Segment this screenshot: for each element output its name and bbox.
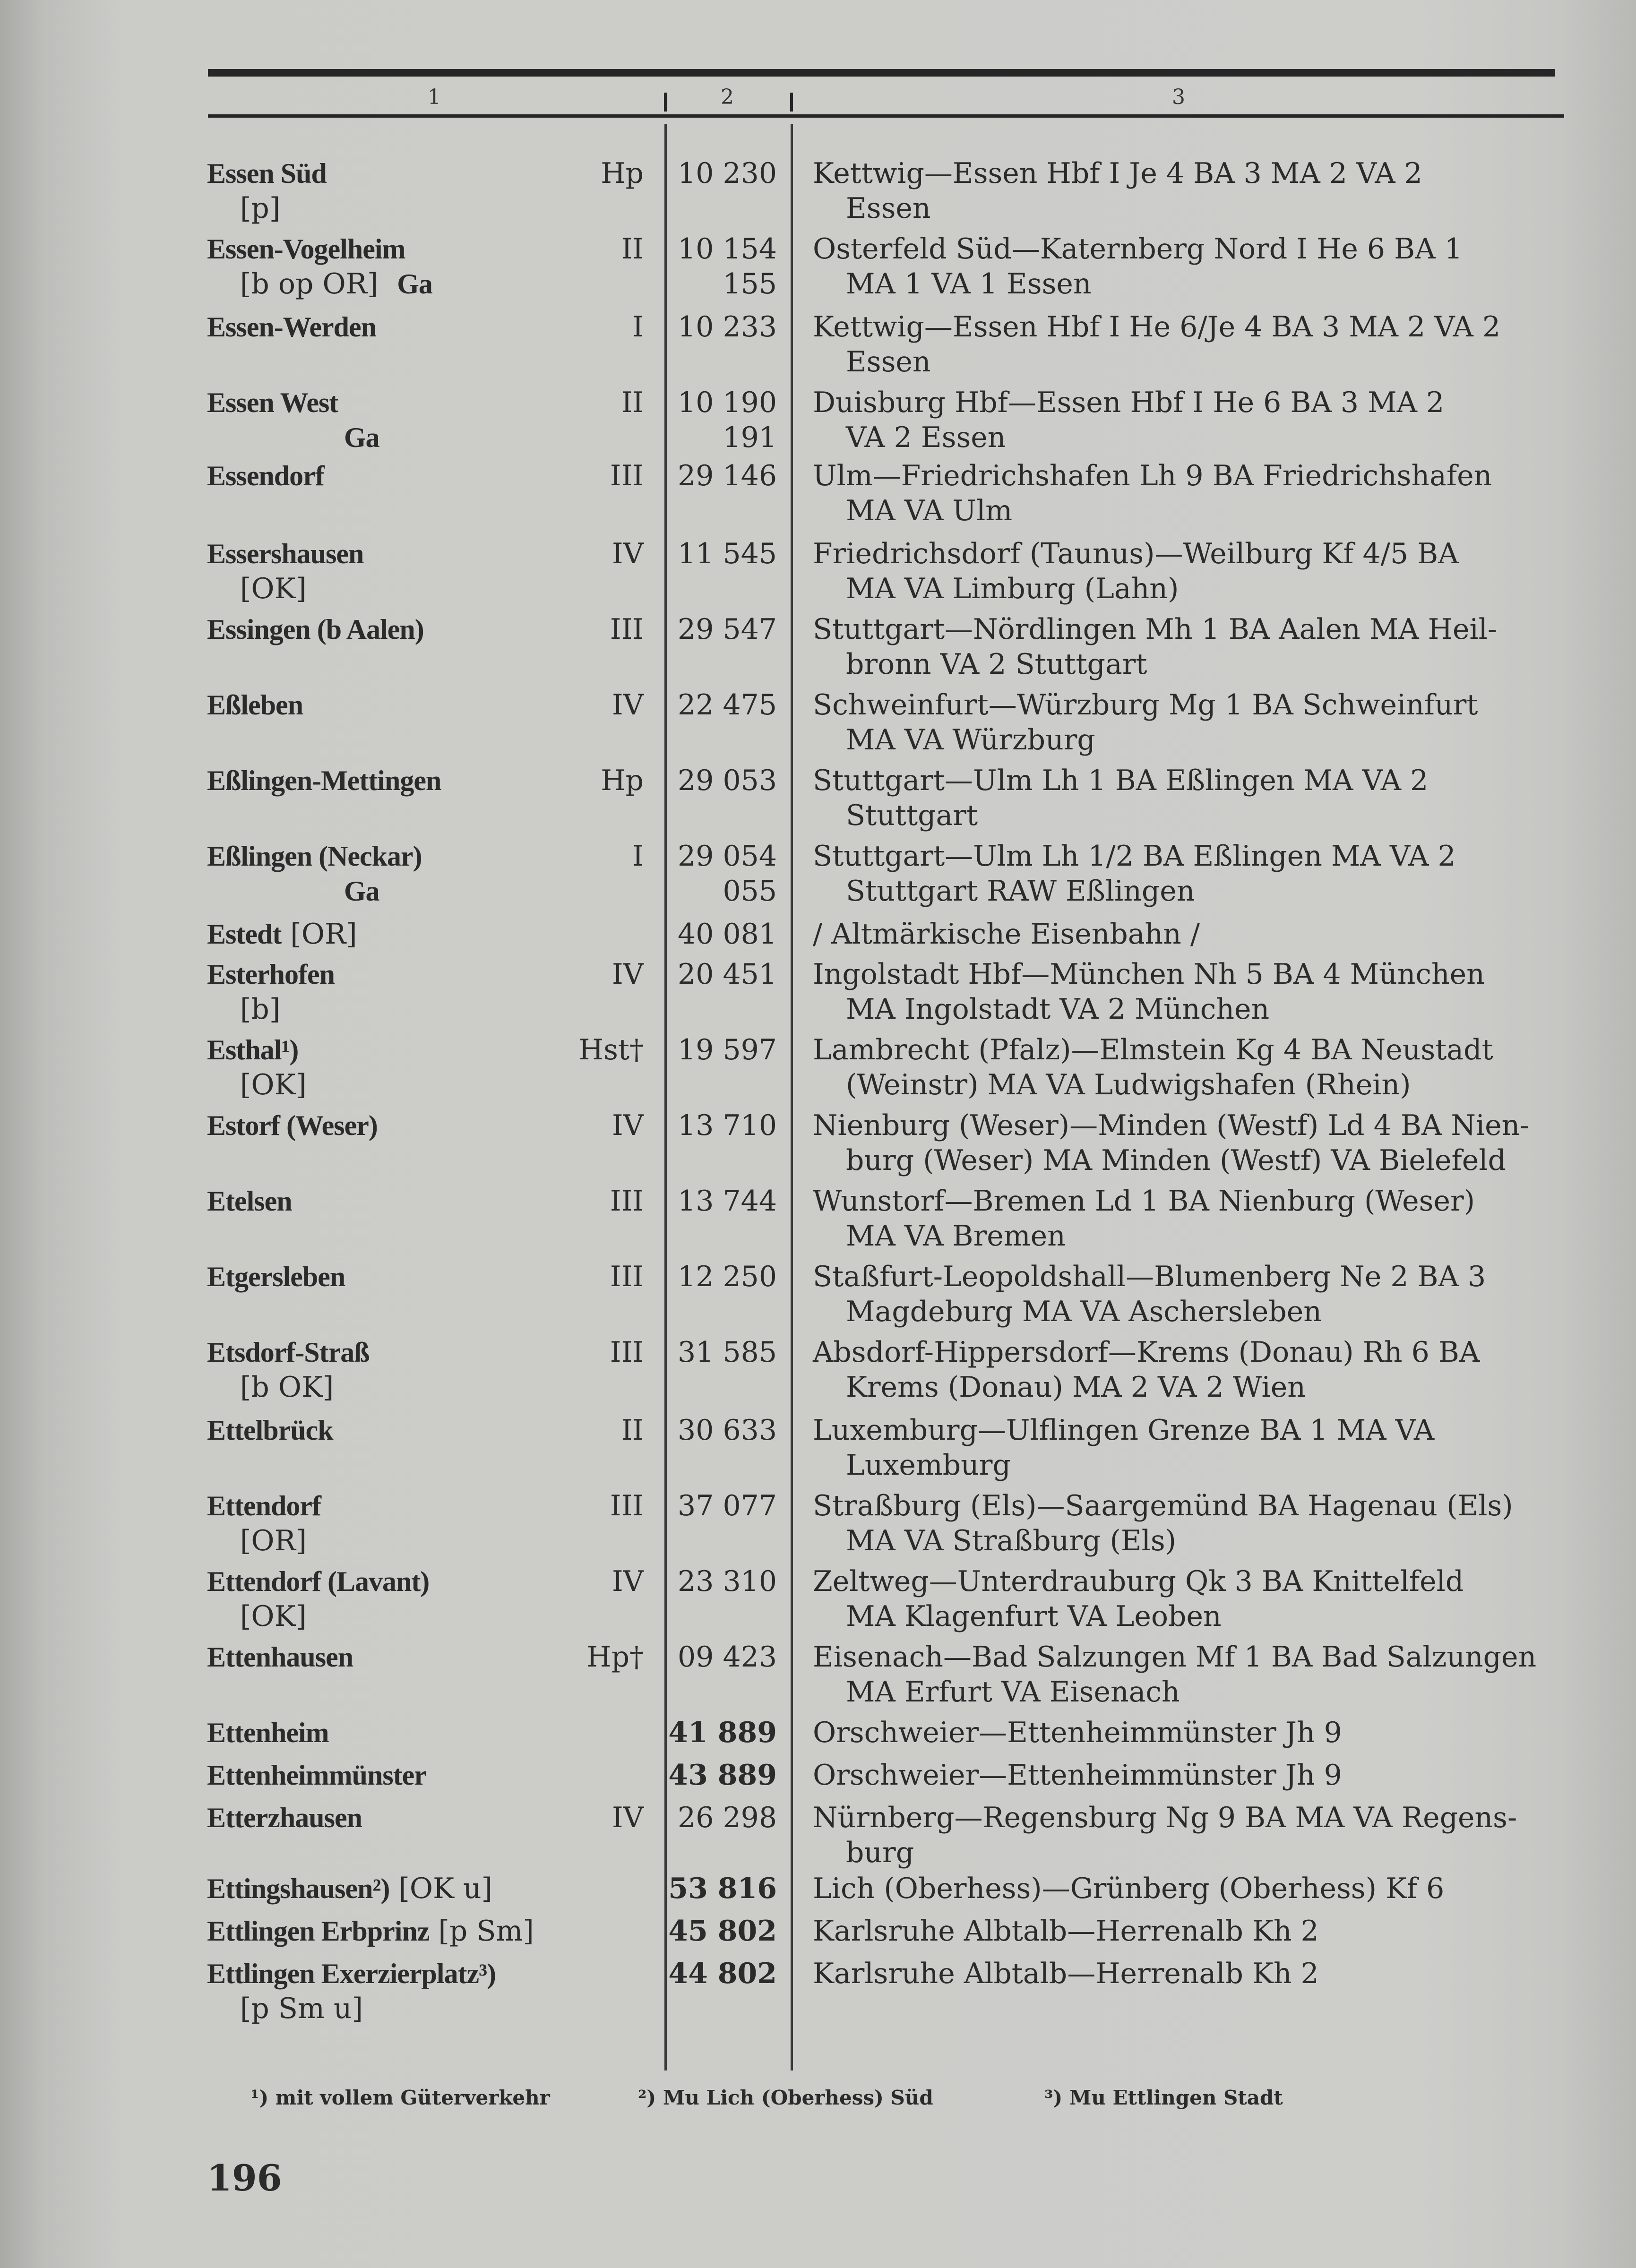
station-extra: Ga xyxy=(344,422,379,453)
station-number: 31 585 xyxy=(678,1336,777,1369)
station-number-cell xyxy=(678,957,777,992)
station-type: II xyxy=(621,1414,644,1447)
station-number-cell xyxy=(678,687,777,722)
station-number-cell xyxy=(678,1564,777,1599)
description-line: Stuttgart—Ulm Lh 1 BA Eßlingen MA VA 2 xyxy=(813,764,1429,797)
station-name: Estedt xyxy=(207,919,282,950)
station-type: II xyxy=(621,232,644,266)
description-line: (Weinstr) MA VA Ludwigshafen (Rhein) xyxy=(846,1068,1411,1101)
station-number-cell xyxy=(678,309,777,344)
description-line: Krems (Donau) MA 2 VA 2 Wien xyxy=(846,1371,1306,1404)
station-name: Estorf (Weser) xyxy=(207,1110,378,1141)
station-number-cell xyxy=(678,763,777,798)
description-line: Schweinfurt—Würzburg Mg 1 BA Schweinfurt xyxy=(813,688,1478,722)
description-line: Absdorf-Hippersdorf—Krems (Donau) Rh 6 BA xyxy=(813,1336,1480,1369)
station-name: Ettelbrück xyxy=(207,1415,333,1446)
station-number-cell xyxy=(678,612,777,647)
station-number: 29 054 xyxy=(678,840,777,873)
station-number: 37 077 xyxy=(678,1489,777,1522)
description-line: MA VA Limburg (Lahn) xyxy=(846,572,1179,605)
station-number-cell xyxy=(668,1914,777,1949)
station-number-cell xyxy=(678,1108,777,1143)
station-flags: [p] xyxy=(240,192,281,225)
description-line: VA 2 Essen xyxy=(846,421,1006,454)
station-type: I xyxy=(632,310,644,344)
station-name: Essen-Vogelheim xyxy=(207,233,405,265)
station-type: III xyxy=(610,1336,644,1369)
station-name: Etsdorf-Straß xyxy=(207,1337,370,1368)
station-extra: Ga xyxy=(344,876,379,907)
station-type: III xyxy=(610,1489,644,1522)
station-flags: [OK u] xyxy=(398,1872,493,1905)
station-number: 20 451 xyxy=(678,958,777,991)
station-type: II xyxy=(621,386,644,419)
station-number: 44 802 xyxy=(668,1957,777,1990)
station-name: Essen West xyxy=(207,387,338,418)
station-number-cell xyxy=(678,1335,777,1370)
station-number-cell xyxy=(678,839,777,909)
station-number: 10 154 xyxy=(678,232,777,266)
station-number: 26 298 xyxy=(678,1801,777,1834)
station-description xyxy=(813,1758,1569,1793)
station-number-cell xyxy=(678,1640,777,1675)
station-name: Essendorf xyxy=(207,460,324,491)
station-description xyxy=(813,1715,1569,1750)
station-name: Essen-Werden xyxy=(207,311,377,343)
station-number: 22 475 xyxy=(678,688,777,722)
station-description xyxy=(813,1564,1569,1634)
description-line: Nienburg (Weser)—Minden (Westf) Ld 4 BA Nien- xyxy=(813,1109,1530,1142)
station-type: III xyxy=(610,1185,644,1218)
station-name: Essershausen xyxy=(207,538,364,569)
station-type: I xyxy=(632,840,644,873)
station-description xyxy=(813,458,1569,528)
station-name-cell xyxy=(207,839,632,909)
description-line: bronn VA 2 Stuttgart xyxy=(846,648,1147,681)
description-line: Staßfurt-Leopoldshall—Blumenberg Ne 2 BA 3 xyxy=(813,1260,1486,1293)
station-description xyxy=(813,612,1569,682)
station-description xyxy=(813,1914,1569,1949)
station-description xyxy=(813,917,1569,952)
station-flags: [p Sm u] xyxy=(240,1992,363,2025)
station-name-cell xyxy=(207,1871,632,1906)
station-description xyxy=(813,763,1569,833)
station-name-cell xyxy=(207,1032,632,1102)
station-name-cell xyxy=(207,536,632,606)
station-number: 13 710 xyxy=(678,1109,777,1142)
station-name: Ettendorf (Lavant) xyxy=(207,1566,430,1597)
station-name-cell xyxy=(207,232,632,301)
station-number: 09 423 xyxy=(678,1641,777,1674)
station-extra: Ga xyxy=(397,268,432,300)
station-number: 29 146 xyxy=(678,459,777,492)
station-number: 11 545 xyxy=(678,537,777,570)
description-line: Wunstorf—Bremen Ld 1 BA Nienburg (Weser) xyxy=(813,1185,1475,1218)
column-line-1 xyxy=(664,124,667,2070)
station-number: 13 744 xyxy=(678,1185,777,1218)
station-number-alt: 055 xyxy=(723,875,777,908)
station-type: IV xyxy=(611,958,644,991)
station-type: IV xyxy=(611,537,644,570)
station-name-cell xyxy=(207,763,632,798)
station-description xyxy=(813,1184,1569,1254)
description-line: Lich (Oberhess)—Grünberg (Oberhess) Kf 6 xyxy=(813,1872,1445,1905)
station-name-cell xyxy=(207,1715,632,1750)
station-name-cell xyxy=(207,1335,632,1405)
station-number-cell xyxy=(678,458,777,493)
station-name: Ettenhausen xyxy=(207,1641,353,1673)
station-description xyxy=(813,232,1569,301)
station-type: IV xyxy=(611,1565,644,1598)
station-type: III xyxy=(610,613,644,646)
station-number: 45 802 xyxy=(668,1915,777,1948)
description-line: MA Klagenfurt VA Leoben xyxy=(846,1600,1222,1633)
station-description xyxy=(813,1259,1569,1329)
station-number-cell xyxy=(678,917,777,952)
station-flags: [OR] xyxy=(290,918,357,951)
description-line: Friedrichsdorf (Taunus)—Weilburg Kf 4/5 BA xyxy=(813,537,1459,570)
station-name-cell xyxy=(207,156,632,226)
description-line: MA VA Straßburg (Els) xyxy=(846,1524,1177,1557)
station-name-cell xyxy=(207,1640,632,1675)
station-flags: [OR] xyxy=(240,1524,307,1557)
description-line: Stuttgart—Nördlingen Mh 1 BA Aalen MA Heil- xyxy=(813,613,1498,646)
station-number-cell xyxy=(678,1413,777,1448)
station-description xyxy=(813,1871,1569,1906)
column-header-1: 1 xyxy=(428,85,441,109)
station-description xyxy=(813,957,1569,1027)
description-line: Osterfeld Süd—Katernberg Nord I He 6 BA 1 xyxy=(813,232,1463,266)
station-name: Etgersleben xyxy=(207,1261,345,1292)
station-flags: [OK] xyxy=(240,572,307,605)
station-name: Esterhofen xyxy=(207,959,335,990)
station-number: 10 233 xyxy=(678,310,777,344)
header-divider-1 xyxy=(664,93,667,112)
description-line: Duisburg Hbf—Essen Hbf I He 6 BA 3 MA 2 xyxy=(813,386,1445,419)
description-line: MA 1 VA 1 Essen xyxy=(846,267,1092,301)
station-flags: [p Sm] xyxy=(438,1915,534,1948)
station-name: Etterzhausen xyxy=(207,1802,362,1833)
station-name-cell xyxy=(207,1488,632,1558)
station-description xyxy=(813,1640,1569,1710)
station-number-cell xyxy=(678,1259,777,1294)
description-line: Eisenach—Bad Salzungen Mf 1 BA Bad Salzungen xyxy=(813,1641,1537,1674)
station-number-cell xyxy=(678,1488,777,1523)
description-line: Zeltweg—Unterdrauburg Qk 3 BA Knittelfeld xyxy=(813,1565,1464,1598)
description-line: MA Ingolstadt VA 2 München xyxy=(846,993,1270,1026)
station-description xyxy=(813,1413,1569,1483)
station-type: Hp xyxy=(601,764,644,797)
description-line: MA VA Bremen xyxy=(846,1220,1066,1253)
station-name-cell xyxy=(207,1108,632,1143)
station-number-cell xyxy=(678,1184,777,1219)
description-line: Kettwig—Essen Hbf I Je 4 BA 3 MA 2 VA 2 xyxy=(813,157,1422,190)
header-rule xyxy=(208,114,1564,118)
station-type: III xyxy=(610,459,644,492)
station-type: Hp xyxy=(601,157,644,190)
station-number: 19 597 xyxy=(678,1033,777,1066)
station-number: 12 250 xyxy=(678,1260,777,1293)
station-number: 23 310 xyxy=(678,1565,777,1598)
station-description xyxy=(813,1032,1569,1102)
column-header-2: 2 xyxy=(721,85,734,109)
station-description xyxy=(813,687,1569,757)
station-name: Essingen (b Aalen) xyxy=(207,614,424,645)
station-name-cell xyxy=(207,1800,632,1835)
station-number-cell xyxy=(668,1758,777,1793)
station-number-cell xyxy=(678,232,777,301)
station-number-cell xyxy=(668,1715,777,1750)
station-description xyxy=(813,839,1569,909)
column-line-2 xyxy=(791,124,793,2070)
description-line: Stuttgart RAW Eßlingen xyxy=(846,875,1195,908)
station-name-cell xyxy=(207,917,632,952)
station-name-cell xyxy=(207,687,632,722)
station-name-cell xyxy=(207,1758,632,1793)
footnote-2: ²) Mu Lich (Oberhess) Süd xyxy=(638,2086,933,2109)
station-number: 41 889 xyxy=(668,1716,777,1749)
station-name-cell xyxy=(207,957,632,1027)
station-description xyxy=(813,1956,1569,1991)
station-name: Eßlingen-Mettingen xyxy=(207,765,441,796)
description-line: MA Erfurt VA Eisenach xyxy=(846,1675,1180,1709)
station-flags: [b] xyxy=(240,993,281,1026)
station-number-cell xyxy=(678,536,777,571)
header-divider-2 xyxy=(790,93,793,112)
station-number: 43 889 xyxy=(668,1759,777,1792)
station-number-alt: 191 xyxy=(723,421,777,454)
station-name: Eßleben xyxy=(207,689,303,721)
station-number: 29 053 xyxy=(678,764,777,797)
station-number-cell xyxy=(668,1956,777,1991)
description-line: Orschweier—Ettenheimmünster Jh 9 xyxy=(813,1716,1342,1749)
station-name: Ettingshausen²) xyxy=(207,1873,390,1904)
station-type: Hp† xyxy=(586,1641,644,1674)
station-number-cell xyxy=(678,1800,777,1835)
station-number: 53 816 xyxy=(668,1872,777,1905)
station-name-cell xyxy=(207,1564,632,1634)
station-name-cell xyxy=(207,1914,632,1949)
station-name: Ettenheim xyxy=(207,1717,329,1748)
description-line: Essen xyxy=(846,192,931,225)
description-line: Orschweier—Ettenheimmünster Jh 9 xyxy=(813,1759,1342,1792)
station-name-cell xyxy=(207,385,632,455)
description-line: burg xyxy=(846,1836,914,1869)
station-name: Essen Süd xyxy=(207,158,327,189)
footnote-1: ¹) mit vollem Güterverkehr xyxy=(250,2086,550,2109)
description-line: Kettwig—Essen Hbf I He 6/Je 4 BA 3 MA 2 VA 2 xyxy=(813,310,1501,344)
station-flags: [b OK] xyxy=(240,1371,334,1404)
station-description xyxy=(813,156,1569,226)
station-description xyxy=(813,1108,1569,1178)
station-flags: [OK] xyxy=(240,1068,307,1101)
station-type: III xyxy=(610,1260,644,1293)
description-line: Karlsruhe Albtalb—Herrenalb Kh 2 xyxy=(813,1957,1319,1990)
description-line: Straßburg (Els)—Saargemünd BA Hagenau (Els) xyxy=(813,1489,1513,1522)
station-name: Esthal¹) xyxy=(207,1034,299,1065)
station-name: Ettlingen Exerzierplatz³) xyxy=(207,1958,496,1989)
station-name: Eßlingen (Neckar) xyxy=(207,841,422,872)
station-type: IV xyxy=(611,688,644,722)
column-header-3: 3 xyxy=(1172,85,1185,109)
station-name: Etelsen xyxy=(207,1186,292,1217)
station-name-cell xyxy=(207,1184,632,1219)
station-name-cell xyxy=(207,458,632,493)
station-name-cell xyxy=(207,1413,632,1448)
description-line: Essen xyxy=(846,345,931,378)
station-description xyxy=(813,1488,1569,1558)
station-description xyxy=(813,309,1569,379)
station-name-cell xyxy=(207,612,632,647)
station-number: 30 633 xyxy=(678,1414,777,1447)
station-number: 40 081 xyxy=(678,918,777,951)
footnote-3: ³) Mu Ettlingen Stadt xyxy=(1044,2086,1283,2109)
station-type: IV xyxy=(611,1801,644,1834)
station-type: Hst† xyxy=(578,1033,644,1066)
station-name-cell xyxy=(207,1956,632,2026)
description-line: Luxemburg—Ulflingen Grenze BA 1 MA VA xyxy=(813,1414,1435,1447)
description-line: Ulm—Friedrichshafen Lh 9 BA Friedrichshafen xyxy=(813,459,1492,492)
description-line: Karlsruhe Albtalb—Herrenalb Kh 2 xyxy=(813,1915,1319,1948)
top-rule xyxy=(208,69,1555,77)
station-number-alt: 155 xyxy=(723,267,777,301)
station-name: Ettendorf xyxy=(207,1490,321,1521)
station-number-cell xyxy=(668,1871,777,1906)
station-number-cell xyxy=(678,156,777,191)
station-flags: [OK] xyxy=(240,1600,307,1633)
description-line: Stuttgart—Ulm Lh 1/2 BA Eßlingen MA VA 2 xyxy=(813,840,1456,873)
description-line: MA VA Ulm xyxy=(846,494,1013,527)
description-line: Nürnberg—Regensburg Ng 9 BA MA VA Regens- xyxy=(813,1801,1517,1834)
description-line: Stuttgart xyxy=(846,799,978,832)
description-line: Ingolstadt Hbf—München Nh 5 BA 4 München xyxy=(813,958,1485,991)
station-type: IV xyxy=(611,1109,644,1142)
station-flags: [b op OR] xyxy=(240,267,379,301)
description-line: MA VA Würzburg xyxy=(846,723,1095,756)
description-line: Lambrecht (Pfalz)—Elmstein Kg 4 BA Neustadt xyxy=(813,1033,1493,1066)
station-description xyxy=(813,385,1569,455)
station-number: 29 547 xyxy=(678,613,777,646)
description-line: / Altmärkische Eisenbahn / xyxy=(813,918,1200,951)
station-number: 10 190 xyxy=(678,386,777,419)
station-name: Ettenheimmünster xyxy=(207,1760,426,1791)
page-number: 196 xyxy=(207,2157,282,2199)
station-name-cell xyxy=(207,1259,632,1294)
station-name: Ettlingen Erbprinz xyxy=(207,1916,430,1947)
station-description xyxy=(813,1335,1569,1405)
station-description xyxy=(813,1800,1569,1870)
station-number: 10 230 xyxy=(678,157,777,190)
station-name-cell xyxy=(207,309,632,344)
description-line: Magdeburg MA VA Aschersleben xyxy=(846,1295,1322,1328)
station-number-cell xyxy=(678,1032,777,1067)
description-line: burg (Weser) MA Minden (Westf) VA Bielefeld xyxy=(846,1144,1506,1177)
station-number-cell xyxy=(678,385,777,455)
station-description xyxy=(813,536,1569,606)
description-line: Luxemburg xyxy=(846,1449,1011,1482)
